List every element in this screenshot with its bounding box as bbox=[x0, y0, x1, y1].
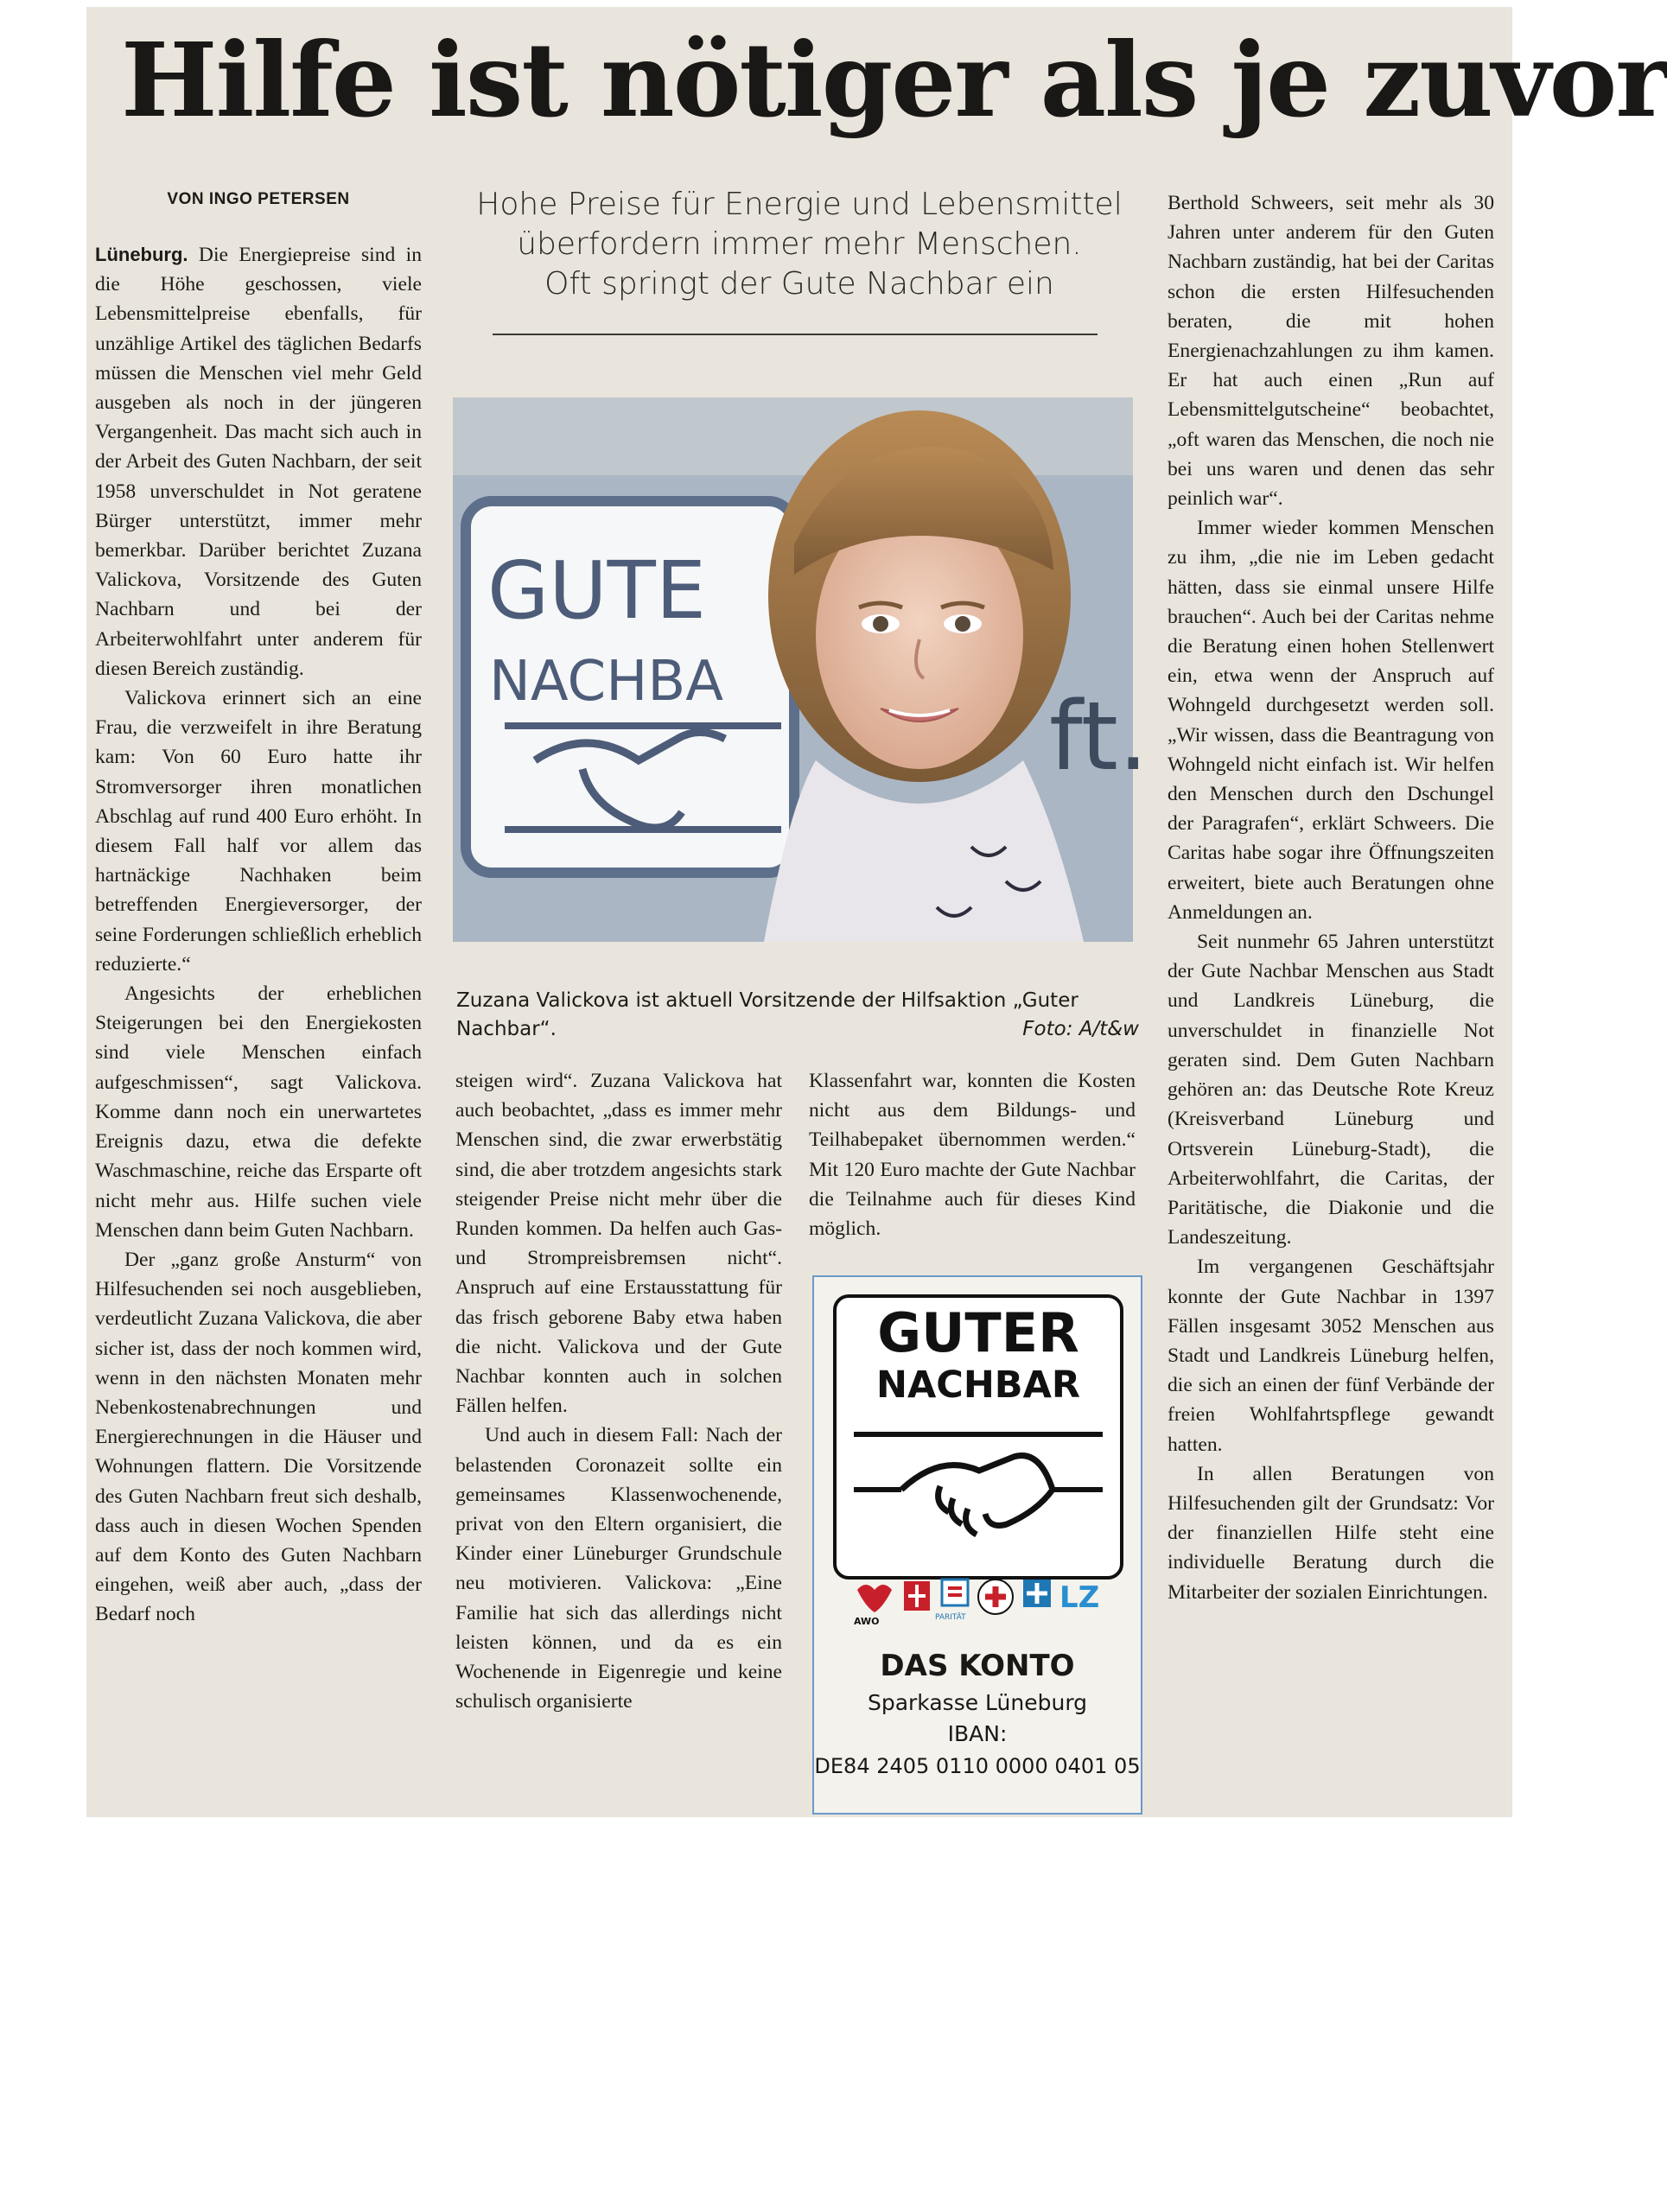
column-4 bbox=[1168, 188, 1494, 1607]
paritaet-logo bbox=[935, 1580, 968, 1622]
byline: VON INGO PETERSEN bbox=[167, 190, 350, 208]
subheadline bbox=[458, 185, 1141, 304]
logo-text-1: GUTER bbox=[877, 1301, 1079, 1364]
awo-label: AWO bbox=[854, 1616, 880, 1627]
paragraph-text: Die Energiepreise sind in die Höhe geschossen, viele Lebensmittelpreise ebenfalls, für unzählige Artikel des täglichen Bedarfs müssen die Menschen viel mehr Geld ausgeben als noch in der jüngeren Vergangenheit. Das macht sich auch in der Arbeit des Guten Nachbarn, der seit 1958 unverschuldet in Not geratene Bürger unterstützt, immer mehr bemerkbar. Darüber berichtet Zuzana Valickova, Vorsitzende des Guten Nachbarn und bei der Arbeiterwohlfahrt unter anderem für diesen Bereich zuständig. bbox=[95, 244, 422, 680]
donation-ad-box bbox=[812, 1275, 1142, 1815]
dateline: Lüneburg. bbox=[95, 244, 188, 265]
paragraph: Im vergangenen Geschäftsjahr konnte der Gute Nachbar in 1397 Fällen insgesamt 3052 Menschen aus Stadt und Landkreis Lüneburg helfen, die sich an einen der fünf Verbände der freien Wohlfahrtspflege gewandt hatten. bbox=[1168, 1255, 1494, 1456]
iban-label: IBAN: bbox=[947, 1721, 1008, 1746]
sign-text-1: GUTE bbox=[487, 544, 706, 637]
photo-caption bbox=[456, 987, 1139, 1044]
subhead-line: Oft springt der Gute Nachbar ein bbox=[544, 266, 1054, 302]
paragraph: Und auch in diesem Fall: Nach der belastenden Coronazeit sollte ein gemeinsames Klassenwochenende, privat von den Eltern organisiert, die Kinder einer Lüneburger Grundschule neu motivieren. Valickova: „Eine Familie hat sich das allerdings nicht leisten können, und da es ein Wochenende in Eigenregie und keine schulisch organisierte bbox=[455, 1424, 782, 1713]
paragraph: Valickova erinnert sich an eine Frau, die verzweifelt in ihre Beratung kam: Von 60 Euro hatte ihr Stromversorger ihren monatlichen Abschlag auf rund 400 Euro erhöht. In diesem Fall half vor allem das hartnäckige Nachhaken beim betreffenden Energieversorger, der seine Forderungen schließlich erheblich reduzierte.“ bbox=[95, 687, 422, 976]
awo-logo bbox=[854, 1585, 892, 1627]
caption-text: Zuzana Valickova ist aktuell Vorsitzende der Hilfsaktion „Guter Nachbar“. bbox=[456, 989, 1078, 1040]
photo-illustration bbox=[453, 397, 1148, 942]
paragraph: Berthold Schweers, seit mehr als 30 Jahren unter anderem für den Guten Nachbarn zuständig, hat bei der Caritas schon die ersten Hilfesuchenden beraten, die mit hohen Energienachzahlungen zu ihm kamen. Er hat auch einen „Run auf Lebensmittelgutscheine“ beobachtet, „oft waren das Menschen, die noch nie bei uns waren und denen das sehr peinlich war“. bbox=[1168, 192, 1494, 511]
lz-label: LZ bbox=[1059, 1580, 1100, 1615]
paritaet-label: PARITÄT bbox=[935, 1613, 966, 1622]
paragraph: Angesichts der erheblichen Steigerungen bei den Energiekosten sind viele Menschen einfach aufgeschmissen“, sagt Valickova. Komme dann noch ein unerwartetes Ereignis dazu, etwa die defekte Waschmaschine, reiche das Ersparte oft nicht mehr aus. Hilfe suchen viele Menschen dann beim Guten Nachbarn. bbox=[95, 982, 422, 1242]
column-2 bbox=[455, 1066, 782, 1716]
subhead-line: überfordern immer mehr Menschen. bbox=[517, 226, 1082, 262]
paragraph: In allen Beratungen von Hilfesuchenden gilt der Grundsatz: Vor der finanziellen Hilfe steht eine individuelle Beratung durch die Mitarbeiter der sozialen Einrichtungen. bbox=[1168, 1462, 1494, 1604]
paragraph: Seit nunmehr 65 Jahren unterstützt der Gute Nachbar Menschen aus Stadt und Landkreis Lüneburg, die unverschuldet in finanzielle Not geraten sind. Dem Guten Nachbarn gehören an: das Deutsche Rote Kreuz (Kreisverband Lüneburg und Ortsverein Lüneburg-Stadt), die Arbeiterwohlfahrt, die Caritas, der Paritätische, die Diakonie und die Landeszeitung. bbox=[1168, 931, 1494, 1249]
newspaper-clipping bbox=[86, 7, 1667, 1817]
paragraph: Der „ganz große Ansturm“ von Hilfesuchenden sei noch ausgeblieben, verdeutlicht Zuzana Valickova, die aber sicher ist, dass der noch kommen wird, wenn in den nächsten Monaten mehr Nebenkostenabrechnungen und Energierechnungen in die Häuser und Wohnungen flattern. Die Vorsitzende des Guten Nachbarn freut sich deshalb, dass auch in diesen Wochen Spenden auf dem Konto des Guten Nachbarn eingehen, weiß aber auch, „dass der Bedarf noch bbox=[95, 1248, 422, 1626]
subhead-line: Hohe Preise für Energie und Lebensmittel bbox=[476, 187, 1123, 222]
article-headline: Hilfe ist nötiger als je zuvor bbox=[121, 20, 1667, 140]
photo-credit: Foto: A/t&w bbox=[1022, 1018, 1139, 1040]
subhead-divider bbox=[493, 334, 1098, 335]
paragraph: steigen wird“. Zuzana Valickova hat auch beobachtet, „dass es immer mehr Menschen sind, die zwar erwerbstätig sind, die aber trotzdem angesichts stark steigender Preise nicht mehr über die Runden kommen. Da helfen auch Gas- und Strompreisbremsen nicht“. Anspruch auf eine Erstausstattung für das frisch geborene Baby etwa haben die nicht. Valickova und der Gute Nachbar konnten auch in solchen Fällen helfen. bbox=[455, 1070, 782, 1418]
lz-logo bbox=[1059, 1580, 1099, 1615]
guter-nachbar-logo bbox=[833, 1294, 1123, 1580]
bank-name: Sparkasse Lüneburg bbox=[867, 1690, 1088, 1715]
partner-logos bbox=[840, 1573, 1115, 1628]
sign-fragment: ft. bbox=[1049, 681, 1148, 791]
logo-text-2: NACHBAR bbox=[876, 1363, 1080, 1407]
paragraph: Klassenfahrt war, konnten die Kosten nicht aus dem Bildungs- und Teilhabepaket übernommen werden.“ Mit 120 Euro machte der Gute Nachbar die Teilnahme auch für dieses Kind möglich. bbox=[809, 1070, 1136, 1241]
paragraph bbox=[95, 240, 422, 683]
iban-number: DE84 2405 0110 0000 0401 05 bbox=[814, 1754, 1141, 1778]
sign-text-2: NACHBA bbox=[489, 650, 724, 714]
konto-heading: DAS KONTO bbox=[880, 1649, 1075, 1683]
portrait-photo bbox=[453, 397, 1148, 942]
caritas-icon bbox=[904, 1581, 930, 1611]
handshake-icon bbox=[837, 1419, 1120, 1566]
column-1 bbox=[95, 240, 422, 1630]
red-cross-icon bbox=[978, 1580, 1013, 1614]
paragraph: Immer wieder kommen Menschen zu ihm, „die nie im Leben gedacht hätten, dass sie einmal unsere Hilfe brauchen“. Auch bei der Caritas nehme die Beratung einen hohen Stellenwert ein, etwa wenn der Anspruch auf Wohngeld durchgesetzt werden soll. „Wir wissen, dass die Beantragung von Wohngeld nicht einfach ist. Wir helfen den Menschen durch den Dschungel der Paragrafen“, erklärt Schweers. Die Caritas habe sogar ihre Öffnungszeiten erweitert, biete auch Beratungen ohne Anmeldungen an. bbox=[1168, 517, 1494, 924]
column-3 bbox=[809, 1066, 1136, 1243]
diakonie-icon bbox=[1023, 1580, 1051, 1607]
